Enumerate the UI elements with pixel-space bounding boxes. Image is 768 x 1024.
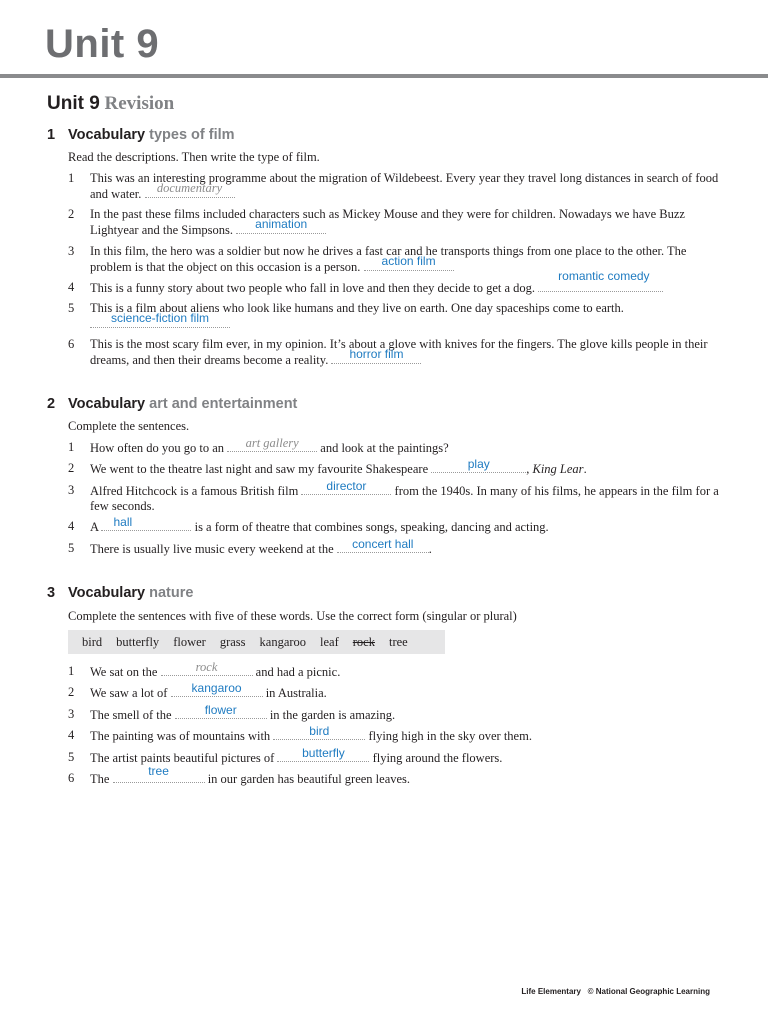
item-prompt: This is a film about aliens who look like humans and they live on earth. One day spaceships come to earth. bbox=[90, 301, 624, 315]
item-number: 3 bbox=[68, 244, 75, 258]
answer-blank[interactable] bbox=[277, 745, 369, 762]
answer-blank[interactable] bbox=[227, 435, 317, 452]
item-continuation: and had a picnic. bbox=[255, 665, 341, 679]
answer-blank[interactable] bbox=[431, 456, 526, 473]
answer-blank[interactable] bbox=[364, 254, 454, 271]
item-text bbox=[90, 763, 720, 787]
item-prompt: The bbox=[90, 772, 110, 786]
item-continuation: in our garden has beautiful green leaves. bbox=[207, 772, 411, 786]
section-instruction: Read the descriptions. Then write the type of film. bbox=[68, 150, 320, 164]
item-text bbox=[90, 301, 720, 331]
item-prompt: This was an interesting programme about the migration of Wildebeest. Every year they travel long distances in search of food and water. bbox=[90, 171, 719, 201]
answer-blank[interactable] bbox=[171, 680, 263, 697]
item-prompt: How often do you go to an bbox=[90, 441, 225, 455]
header-rule bbox=[0, 74, 768, 78]
answer-text: tree bbox=[148, 763, 169, 778]
section-heading bbox=[47, 127, 235, 143]
footer-brand: Life Elementary bbox=[521, 987, 581, 996]
item-number: 4 bbox=[68, 728, 75, 742]
item-text bbox=[90, 456, 720, 477]
answer-text: kangaroo bbox=[191, 680, 242, 695]
item-number: 2 bbox=[68, 207, 75, 221]
word-option: tree bbox=[388, 635, 408, 649]
answer-blank[interactable] bbox=[273, 723, 365, 740]
section-instruction: Complete the sentences. bbox=[68, 419, 190, 433]
section-topic: nature bbox=[149, 585, 194, 601]
section-heading bbox=[47, 396, 297, 412]
answer-blank[interactable] bbox=[236, 217, 326, 234]
word-box bbox=[68, 630, 445, 654]
answer-text: play bbox=[467, 456, 490, 471]
section-heading bbox=[47, 585, 193, 601]
answer-blank[interactable] bbox=[113, 763, 205, 783]
word-option: kangaroo bbox=[259, 635, 307, 649]
item-prompt: We saw a lot of bbox=[90, 686, 168, 700]
item-number: 4 bbox=[68, 280, 75, 294]
subtitle-unit: Unit 9 bbox=[47, 93, 100, 114]
subtitle-revision: Revision bbox=[104, 93, 175, 114]
section-topic: art and entertainment bbox=[149, 396, 298, 412]
item-prompt: We went to the theatre last night and saw my favourite Shakespeare bbox=[90, 462, 429, 476]
section-keyword: Vocabulary bbox=[68, 127, 146, 143]
item-text bbox=[90, 171, 720, 201]
item-end: . bbox=[583, 462, 587, 476]
item-number: 2 bbox=[68, 685, 75, 699]
item-prompt: Alfred Hitchcock is a famous British film bbox=[90, 484, 299, 498]
item-text bbox=[90, 536, 720, 557]
answer-text: concert hall bbox=[352, 536, 414, 551]
item-text bbox=[90, 514, 720, 535]
answer-blank[interactable] bbox=[538, 269, 663, 292]
answer-blank[interactable] bbox=[145, 181, 235, 198]
answer-text: action film bbox=[381, 254, 436, 268]
page-footer bbox=[521, 987, 710, 996]
answer-text: horror film bbox=[349, 347, 404, 361]
word-option: bird bbox=[82, 635, 103, 649]
answer-text: animation bbox=[255, 217, 308, 231]
section-number: 3 bbox=[47, 585, 56, 601]
item-text bbox=[90, 337, 720, 367]
answer-text: flower bbox=[204, 702, 237, 717]
answer-text: romantic comedy bbox=[558, 269, 650, 283]
item-number: 6 bbox=[68, 771, 75, 785]
answer-text: science-fiction film bbox=[110, 311, 210, 325]
word-option: flower bbox=[173, 635, 206, 649]
item-text bbox=[90, 723, 720, 744]
answer-text: director bbox=[326, 478, 367, 493]
item-prompt: The smell of the bbox=[90, 708, 172, 722]
answer-blank[interactable] bbox=[331, 347, 421, 364]
item-text bbox=[90, 478, 720, 513]
item-number: 1 bbox=[68, 440, 75, 454]
unit-header: Unit 9 bbox=[45, 22, 160, 66]
item-number: 1 bbox=[68, 171, 75, 185]
section-keyword: Vocabulary bbox=[68, 396, 146, 412]
item-prompt: The painting was of mountains with bbox=[90, 729, 271, 743]
play-title: King Lear bbox=[532, 462, 584, 476]
answer-blank[interactable] bbox=[101, 514, 191, 531]
section-number: 1 bbox=[47, 127, 56, 143]
item-number: 2 bbox=[68, 461, 75, 475]
item-prompt: A bbox=[90, 520, 99, 534]
word-option: butterfly bbox=[116, 635, 160, 649]
item-prompt: In the past these films included characters such as Mickey Mouse and they were for children. Nowadays we have Buzz Lightyear and the Simpsons. bbox=[90, 207, 685, 237]
item-number: 4 bbox=[68, 519, 75, 533]
item-continuation: and look at the paintings? bbox=[320, 441, 449, 455]
answer-text: art gallery bbox=[245, 435, 299, 450]
item-continuation: in the garden is amazing. bbox=[269, 708, 396, 722]
item-number: 5 bbox=[68, 541, 75, 555]
item-text bbox=[90, 659, 720, 680]
item-number: 5 bbox=[68, 301, 75, 315]
section-instruction: Complete the sentences with five of these words. Use the correct form (singular or plural) bbox=[68, 609, 517, 623]
item-number: 3 bbox=[68, 483, 75, 497]
item-prompt: There is usually live music every weekend at the bbox=[90, 542, 334, 556]
answer-text: rock bbox=[195, 659, 218, 674]
answer-blank[interactable] bbox=[301, 478, 391, 495]
answer-blank[interactable] bbox=[90, 311, 230, 328]
item-prompt: This is the most scary film ever, in my opinion. It’s about a glove with knives for the fingers. The glove kills people in their dreams, and then their dreams become a reality. bbox=[90, 337, 708, 367]
item-number: 3 bbox=[68, 707, 75, 721]
section-number: 2 bbox=[47, 396, 56, 412]
answer-text: hall bbox=[113, 514, 133, 529]
page-subtitle bbox=[47, 93, 174, 115]
item-continuation: flying high in the sky over them. bbox=[368, 729, 532, 743]
item-continuation: from the 1940s. In many of his films, he appears in the film for a few seconds. bbox=[90, 484, 719, 513]
answer-blank[interactable] bbox=[337, 536, 429, 553]
answer-text: documentary bbox=[156, 181, 223, 195]
footer-copyright: © National Geographic Learning bbox=[587, 987, 710, 996]
word-option-used: rock bbox=[352, 635, 375, 649]
item-number: 5 bbox=[68, 750, 75, 764]
item-continuation: . bbox=[428, 542, 432, 556]
section-topic: types of film bbox=[149, 127, 235, 143]
answer-blank[interactable] bbox=[161, 659, 253, 676]
answer-blank[interactable] bbox=[175, 702, 267, 719]
item-continuation: is a form of theatre that combines songs, speaking, dancing and acting. bbox=[194, 520, 549, 534]
item-prompt: We sat on the bbox=[90, 665, 158, 679]
answer-text: bird bbox=[309, 723, 330, 738]
item-number: 6 bbox=[68, 337, 75, 351]
item-continuation: , bbox=[526, 462, 533, 476]
item-prompt: This is a funny story about two people who fall in love and then they decide to get a dog. bbox=[90, 281, 536, 295]
item-number: 1 bbox=[68, 664, 75, 678]
item-continuation: flying around the flowers. bbox=[372, 751, 503, 765]
item-prompt: In this film, the hero was a soldier but now he drives a fast car and he transports things from one place to the other. The problem is that the object on this occasion is a person. bbox=[90, 244, 687, 274]
answer-text: butterfly bbox=[302, 745, 345, 760]
word-option: grass bbox=[219, 635, 246, 649]
word-option: leaf bbox=[320, 635, 339, 649]
item-continuation: in Australia. bbox=[265, 686, 327, 700]
item-text bbox=[90, 207, 720, 237]
item-text bbox=[90, 269, 720, 296]
item-prompt: The artist paints beautiful pictures of bbox=[90, 751, 275, 765]
item-text bbox=[90, 680, 720, 701]
item-text bbox=[90, 435, 720, 456]
item-text bbox=[90, 702, 720, 723]
section-keyword: Vocabulary bbox=[68, 585, 146, 601]
